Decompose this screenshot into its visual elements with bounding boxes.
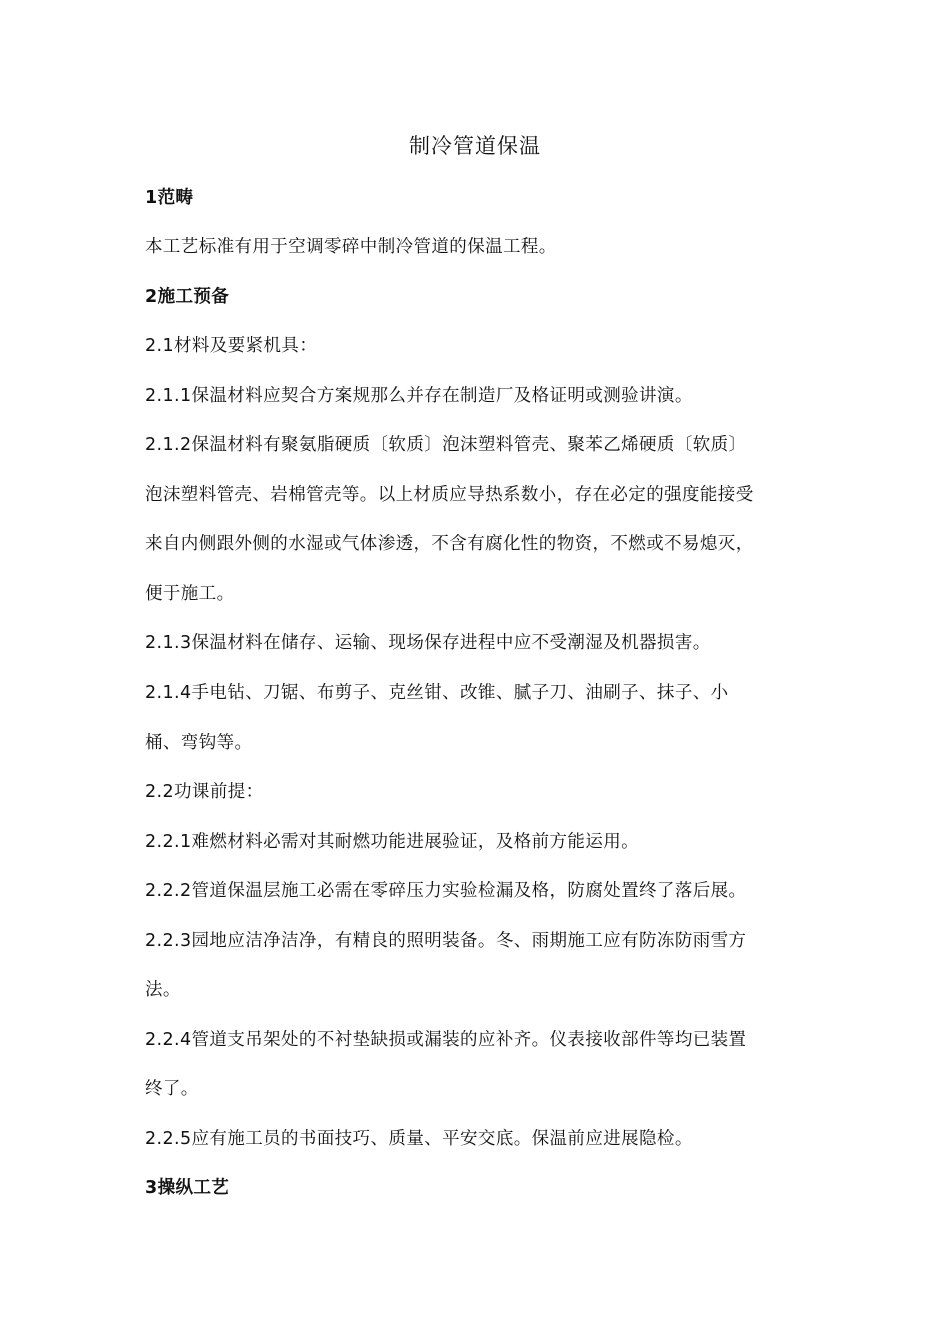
subsection-heading: 2.2功课前提： [145,782,264,802]
section-heading-scope: 1范畴 [145,188,194,208]
paragraph-line: 2.1.2保温材料有聚氨脂硬质〔软质〕泡沫塑料管壳、聚苯乙烯硬质〔软质〕 [145,435,747,455]
paragraph-line: 泡沫塑料管壳、岩棉管壳等。以上材质应导热系数小，存在必定的强度能接受 [145,485,754,505]
paragraph-line: 2.1.1保温材料应契合方案规那么并存在制造厂及格证明或测验讲演。 [145,386,693,406]
paragraph-line: 2.2.2管道保温层施工必需在零碎压力实验检漏及格，防腐处置终了落后展。 [145,881,747,901]
section-heading-preparation: 2施工预备 [145,287,230,307]
document-title: 制冷管道保温 [409,134,541,158]
paragraph-line: 2.1.3保温材料在储存、运输、现场保存进程中应不受潮湿及机器损害。 [145,633,711,653]
paragraph-line: 法。 [145,980,181,1000]
paragraph-line: 2.1.4手电钻、刀锯、布剪子、克丝钳、改锥、腻子刀、油刷子、抹子、小 [145,683,729,703]
paragraph-line: 桶、弯钩等。 [145,733,253,753]
section-heading-process: 3操纵工艺 [145,1178,230,1198]
paragraph-line: 终了。 [145,1079,199,1099]
paragraph-line: 便于施工。 [145,584,235,604]
paragraph-line: 2.2.5应有施工员的书面技巧、质量、平安交底。保温前应进展隐检。 [145,1129,693,1149]
paragraph-line: 2.2.1难燃材料必需对其耐燃功能进展验证，及格前方能运用。 [145,832,640,852]
paragraph-line: 2.2.3园地应洁净洁净，有精良的照明装备。冬、雨期施工应有防冻防雨雪方 [145,931,747,951]
subsection-heading: 2.1材料及要紧机具： [145,336,318,356]
paragraph-line: 来自内侧跟外侧的水湿或气体渗透，不含有腐化性的物资，不燃或不易熄灭， [145,534,754,554]
paragraph-line: 本工艺标准有用于空调零碎中制冷管道的保温工程。 [145,237,557,257]
paragraph-line: 2.2.4管道支吊架处的不衬垫缺损或漏装的应补齐。仪表接收部件等均已装置 [145,1030,747,1050]
